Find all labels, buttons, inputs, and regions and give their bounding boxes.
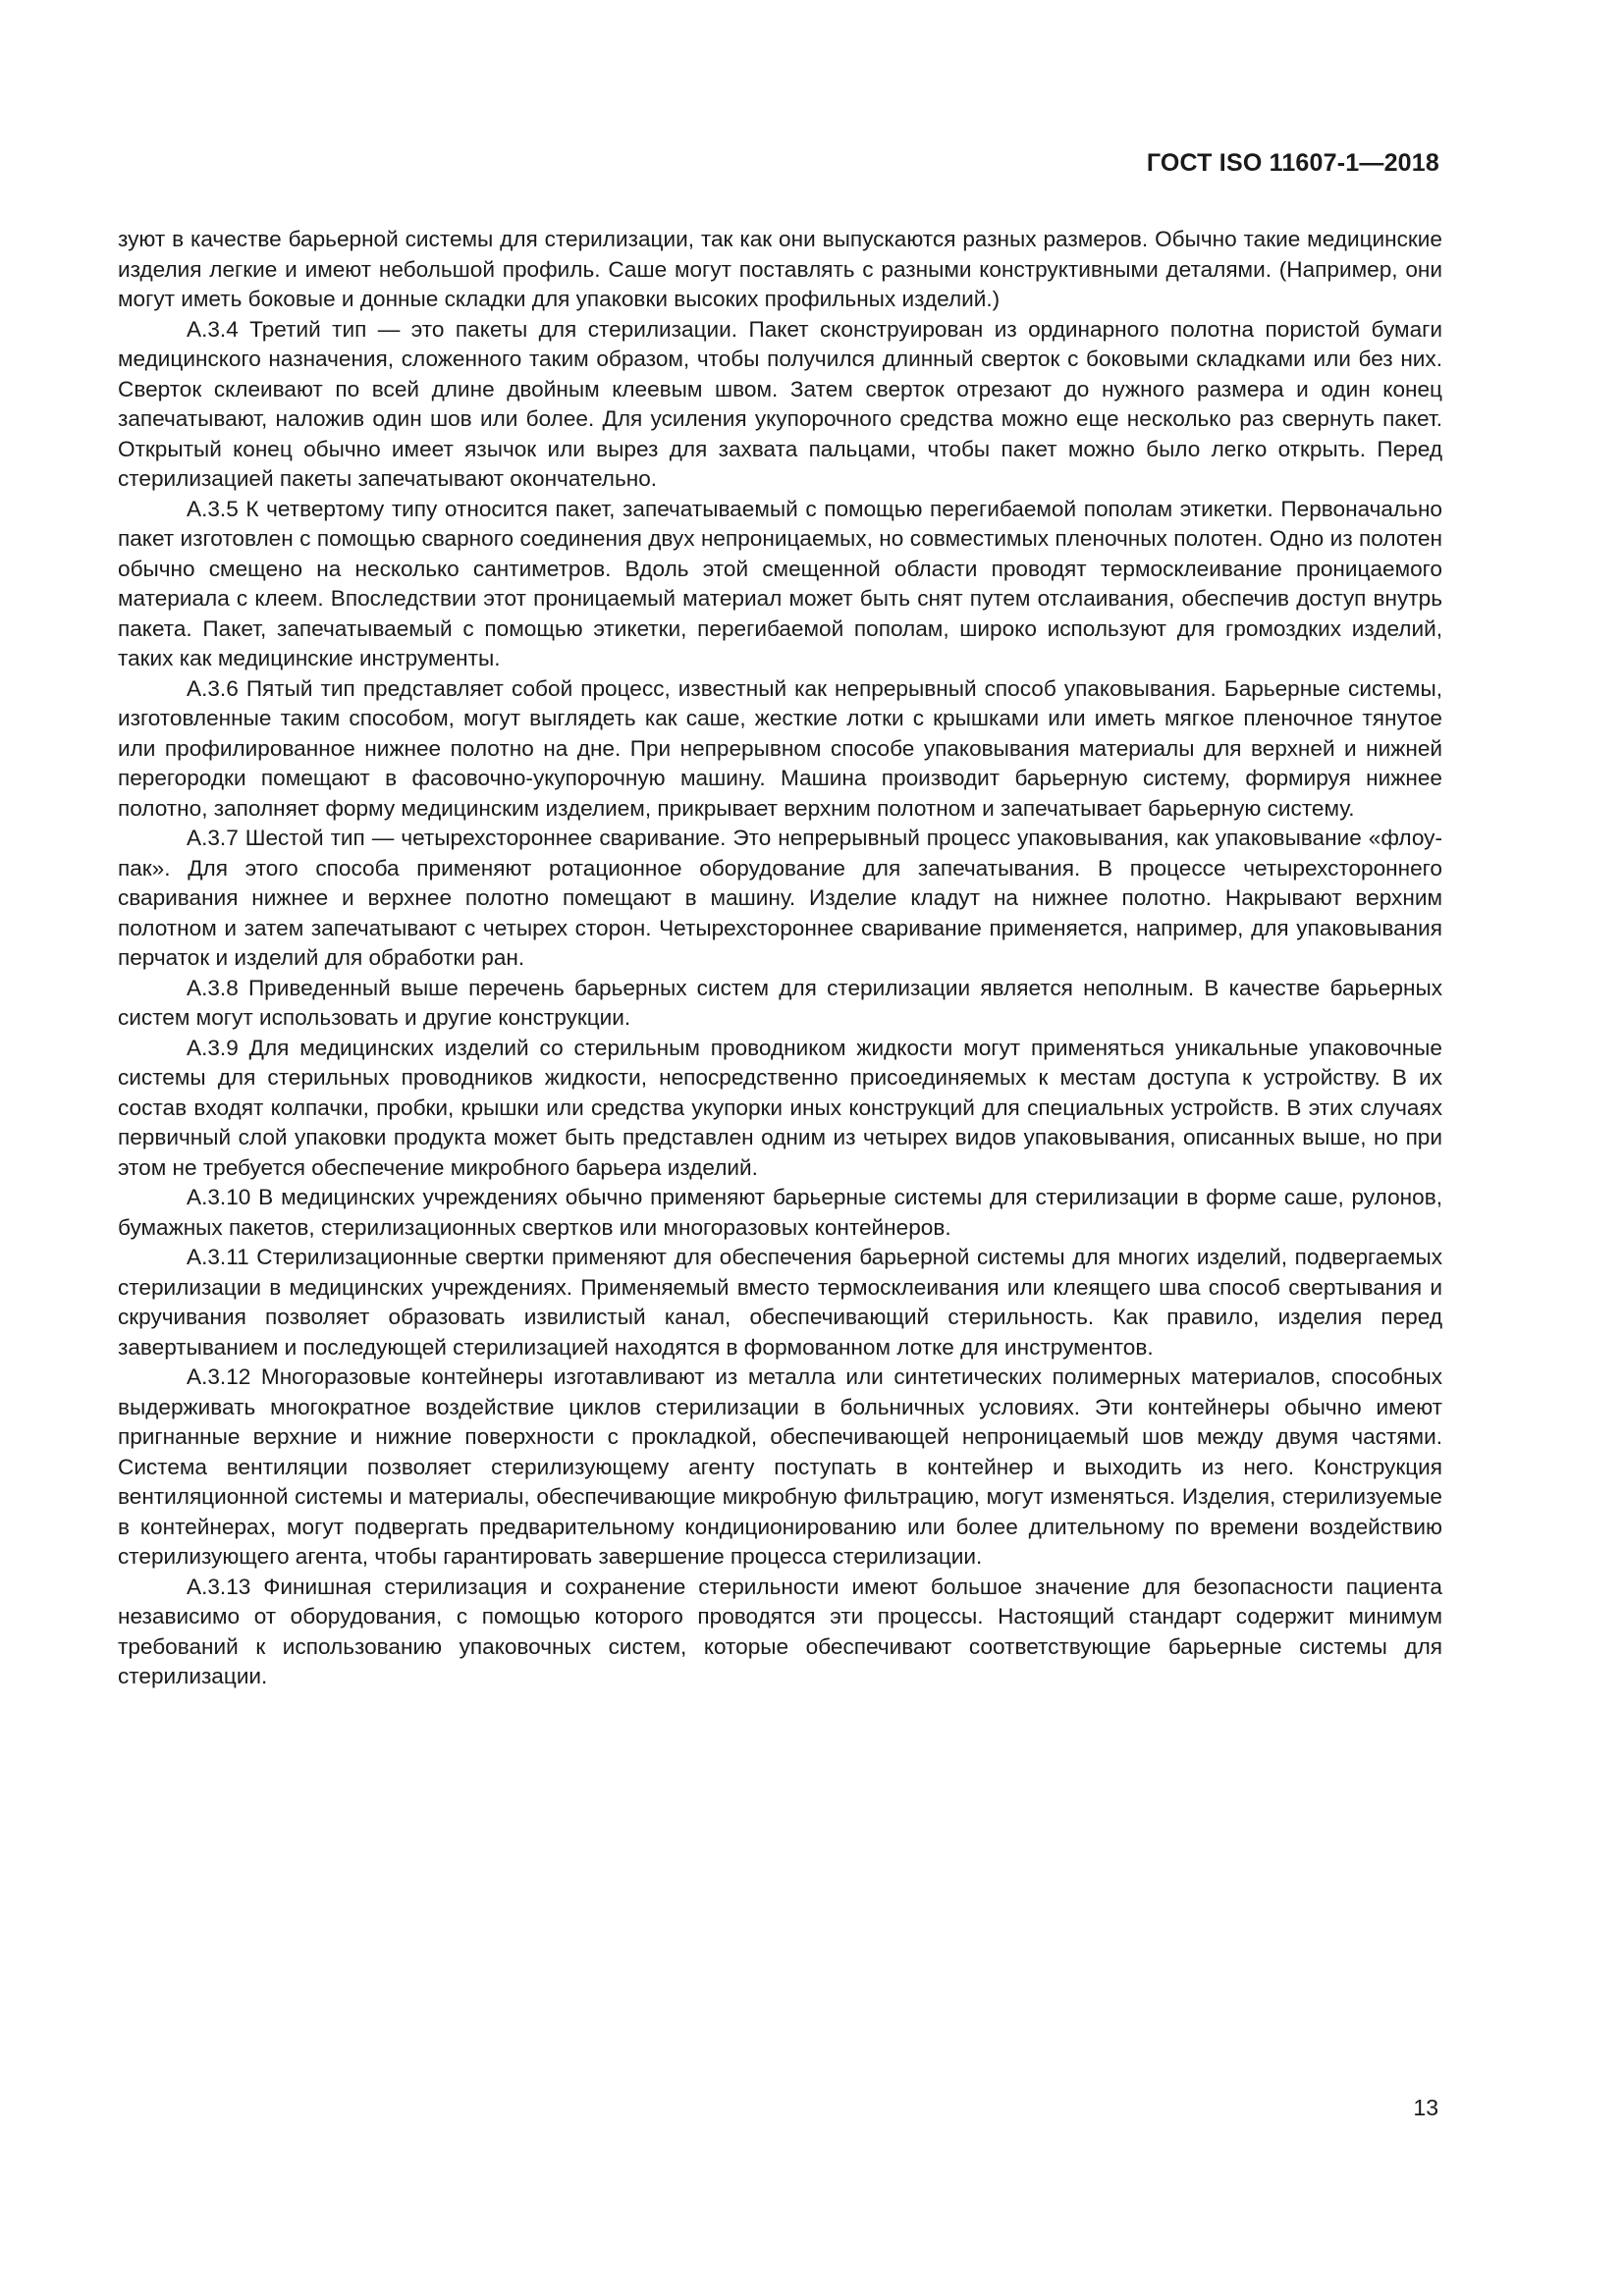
document-body	[118, 225, 1442, 1692]
paragraph-a-3-4: А.3.4 Третий тип — это пакеты для стерилизации. Пакет сконструирован из ординарного полотна пористой бумаги медицинского назначения, сложенного таким образом, чтобы получился длинный сверток с боковыми складками или без них. Сверток склеивают по всей длине двойным клеевым швом. Затем сверток отрезают до нужного размера и один конец запечатывают, наложив один шов или более. Для усиления укупорочного средства можно еще несколько раз свернуть пакет. Открытый конец обычно имеет язычок или вырез для захвата пальцами, чтобы пакет можно было легко открыть. Перед стерилизацией пакеты запечатывают окончательно.	[118, 316, 1442, 491]
paragraph-continuation: зуют в качестве барьерной системы для стерилизации, так как они выпускаются разных размеров. Обычно такие медицинские изделия легкие и имеют небольшой профиль. Саше могут поставлять с разными конструктивными деталями. (Например, они могут иметь боковые и донные складки для упаковки высоких профильных изделий.)	[118, 227, 1442, 311]
paragraph-a-3-6: А.3.6 Пятый тип представляет собой процесс, известный как непрерывный способ упаковывания. Барьерные системы, изготовленные таким способом, могут выглядеть как саше, жесткие лотки с крышками или иметь мягкое пленочное тянутое или профилированное нижнее полотно на дне. При непрерывном способе упаковывания материалы для верхней и нижней перегородки помещают в фасовочно-укупорочную машину. Машина производит барьерную систему, формируя нижнее полотно, заполняет форму медицинским изделием, прикрывает верхним полотном и запечатывает барьерную систему.	[118, 675, 1442, 821]
document-header: ГОСТ ISO 11607-1—2018	[1146, 149, 1439, 177]
paragraph-a-3-8: А.3.8 Приведенный выше перечень барьерных систем для стерилизации является неполным. В качестве барьерных систем могут использовать и другие конструкции.	[118, 975, 1442, 1030]
paragraph-a-3-11: А.3.11 Стерилизационные свертки применяют для обеспечения барьерной системы для многих изделий, подвергаемых стерилизации в медицинских учреждениях. Применяемый вместо термосклеивания или клеящего шва способ свертывания и скручивания позволяет образовать извилистый канал, обеспечивающий стерильность. Как правило, изделия перед завертыванием и последующей стерилизацией находятся в формованном лотке для инструментов.	[118, 1245, 1442, 1360]
paragraph-a-3-10: А.3.10 В медицинских учреждениях обычно применяют барьерные системы для стерилизации в форме саше, рулонов, бумажных пакетов, стерилизационных свертков или многоразовых контейнеров.	[118, 1185, 1442, 1240]
paragraph-a-3-12: А.3.12 Многоразовые контейнеры изготавливают из металла или синтетических полимерных материалов, способных выдерживать многократное воздействие циклов стерилизации в больничных условиях. Эти контейнеры обычно имеют пригнанные верхние и нижние поверхности с прокладкой, обеспечивающей непроницаемый шов между двумя частями. Система вентиляции позволяет стерилизующему агенту поступать в контейнер и выходить из него. Конструкция вентиляционной системы и материалы, обеспечивающие микробную фильтрацию, могут изменяться. Изделия, стерилизуемые в контейнерах, могут подвергать предварительному кондиционированию или более длительному по времени воздействию стерилизующего агента, чтобы гарантировать завершение процесса стерилизации.	[118, 1364, 1442, 1569]
paragraph-a-3-13: А.3.13 Финишная стерилизация и сохранение стерильности имеют большое значение для безопасности пациента независимо от оборудования, с помощью которого проводятся эти процессы. Настоящий стандарт содержит минимум требований к использованию упаковочных систем, которые обеспечивают соответствующие барьерные системы для стерилизации.	[118, 1574, 1442, 1688]
paragraph-a-3-7: А.3.7 Шестой тип — четырехстороннее сваривание. Это непрерывный процесс упаковывания, как упаковывание «флоу-пак». Для этого способа применяют ротационное оборудование для запечатывания. В процессе четырехстороннего сваривания нижнее и верхнее полотно помещают в машину. Изделие кладут на нижнее полотно. Накрывают верхним полотном и затем запечатывают с четырех сторон. Четырехстороннее сваривание применяется, например, для упаковывания перчаток и изделий для обработки ран.	[118, 826, 1442, 970]
paragraph-a-3-5: А.3.5 К четвертому типу относится пакет, запечатываемый с помощью перегибаемой пополам этикетки. Первоначально пакет изготовлен с помощью сварного соединения двух непроницаемых, но совместимых пленочных полотен. Одно из полотен обычно смещено на несколько сантиметров. Вдоль этой смещенной области проводят термосклеивание проницаемого материала с клеем. Впоследствии этот проницаемый материал может быть снят путем отслаивания, обеспечив доступ внутрь пакета. Пакет, запечатываемый с помощью этикетки, перегибаемой пополам, широко используют для громоздких изделий, таких как медицинские инструменты.	[118, 496, 1442, 670]
paragraph-a-3-9: А.3.9 Для медицинских изделий со стерильным проводником жидкости могут применяться уникальные упаковочные системы для стерильных проводников жидкости, непосредственно присоединяемых к местам доступа к устройству. В их состав входят колпачки, пробки, крышки или средства укупорки иных конструкций для специальных устройств. В этих случаях первичный слой упаковки продукта может быть представлен одним из четырех видов упаковывания, описанных выше, но при этом не требуется обеспечение микробного барьера изделий.	[118, 1035, 1442, 1180]
page-number: 13	[1413, 2095, 1438, 2120]
